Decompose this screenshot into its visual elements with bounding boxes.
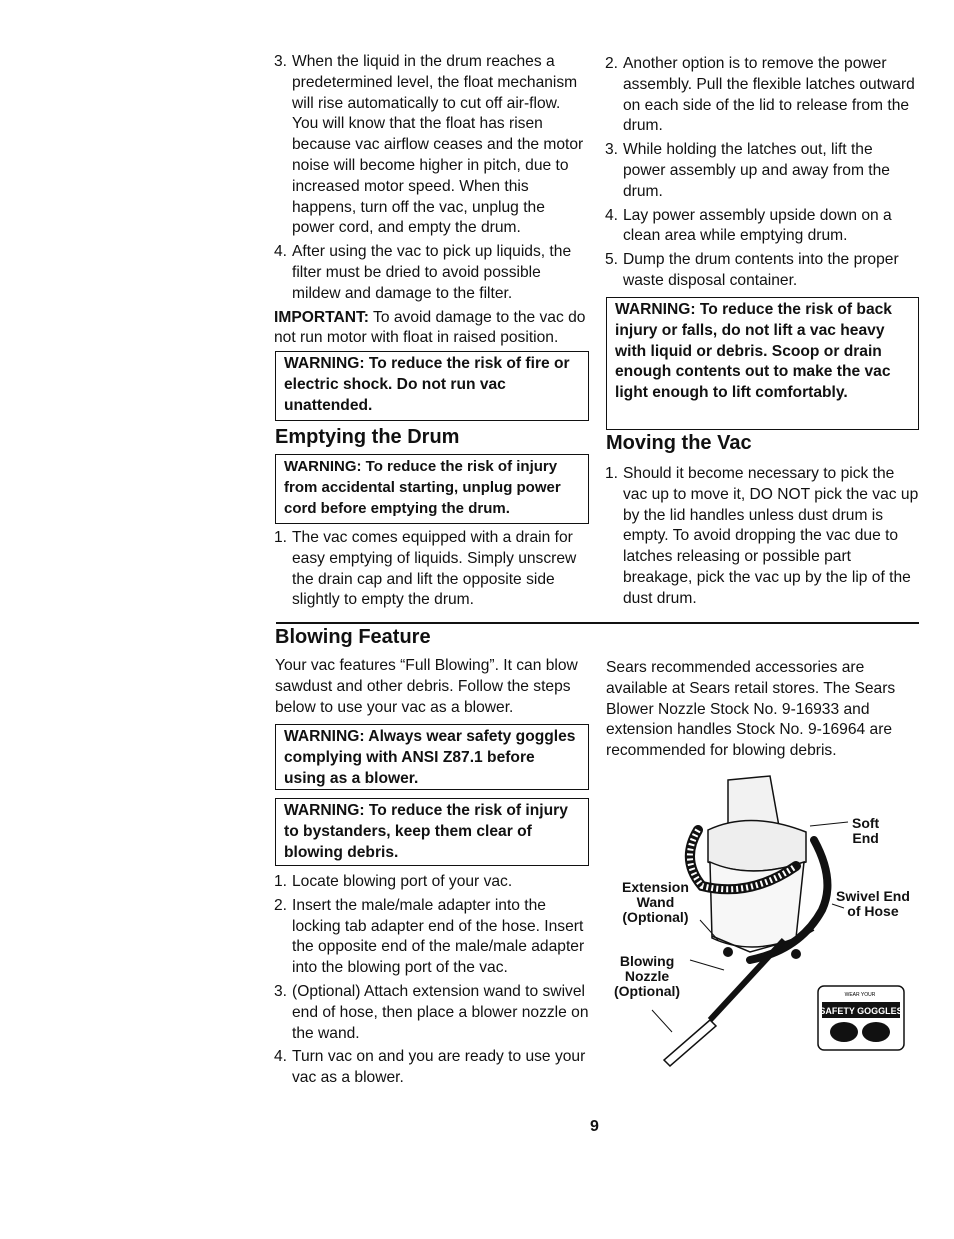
list-item: 4. After using the vac to pick up liquids, the filter must be dried to avoid possible mildew and damage to the filter. [274, 243, 572, 302]
badge-main-text: SAFETY GOGGLES [819, 1006, 903, 1016]
caster-wheel [791, 949, 801, 959]
section-divider [276, 622, 919, 624]
list-item: 3. (Optional) Attach extension wand to swivel end of hose, then place a blower nozzle on the wand. [274, 982, 589, 1042]
moving-list [605, 464, 919, 613]
list-item: 2. Another option is to remove the power assembly. Pull the flexible latches outward on each side of the lid to release from the drum. [605, 55, 915, 135]
label-soft-end: Soft End [852, 815, 880, 846]
accessories-text: Sears recommended accessories are available at Sears retail stores. The Sears Blower Nozzle Stock No. 9-16933 and extension handles Stock No. 9-16964 are recommended for blowing debris. [606, 659, 896, 760]
caster-wheel [723, 947, 733, 957]
list-item: 4. Lay power assembly upside down on a clean area while emptying drum. [605, 206, 892, 245]
list-item: 5. Dump the drum contents into the proper waste disposal container. [605, 251, 899, 289]
blowing-heading: Blowing Feature [275, 626, 431, 648]
warning-back: WARNING: To reduce the risk of back injury or falls, do not lift a vac heavy with liquid or debris. Scoop or drain enough contents out to make the vac light enough to lift comfortably. [606, 297, 919, 430]
emptying-list [274, 528, 590, 614]
blower-nozzle [664, 1020, 716, 1066]
extension-wand [710, 940, 784, 1020]
moving-heading: Moving the Vac [606, 432, 752, 454]
list-item: 1. The vac comes equipped with a drain for easy emptying of liquids. Simply unscrew the drain cap and lift the opposite side slightly to empty the drum. [274, 529, 577, 609]
badge-top-text: WEAR YOUR [844, 992, 876, 998]
warning-bystanders: WARNING: To reduce the risk of injury to bystanders, keep them clear of blowing debris. [275, 798, 589, 866]
left-column-top [274, 52, 590, 349]
warning-goggles: WARNING: Always wear safety goggles complying with ANSI Z87.1 before using as a blower. [275, 724, 589, 790]
list-item: 4. Turn vac on and you are ready to use your vac as a blower. [274, 1048, 586, 1087]
label-extension-wand: Extension Wand (Optional) [622, 879, 689, 925]
label-swivel-end: Swivel End of Hose [836, 888, 910, 919]
warning-injury: WARNING: To reduce the risk of injury from accidental starting, unplug power cord before emptying the drum. [275, 454, 589, 524]
right-column-top [605, 54, 919, 295]
warning-fire: WARNING: To reduce the risk of fire or electric shock. Do not run vac unattended. [275, 351, 589, 421]
page-number: 9 [590, 1118, 599, 1135]
blowing-steps [274, 872, 590, 1092]
list-item: 1. Locate blowing port of your vac. [274, 873, 513, 890]
list-item: 1. Should it become necessary to pick the vac up to move it, DO NOT pick the vac up by the lid handles unless dust drum is empty. To avoid dropping the vac due to latches releasing or possible part breakage, pick the vac up by the lip of the dust drum. [605, 465, 919, 607]
list-item: 3. When the liquid in the drum reaches a predetermined level, the float mechanism will rise automatically to cut off air-flow. You will know that the float has risen because vac airflow ceases and the motor noise will become higher in pitch, due to increased motor speed. When this happens, turn off the vac, unplug the power cord, and empty the drum. [274, 53, 584, 237]
emptying-heading: Emptying the Drum [275, 426, 460, 448]
list-item: 2. Insert the male/male adapter into the locking tab adapter end of the hose. Insert the opposite end of the male/male adapter into the blowing port of the vac. [274, 896, 585, 977]
important-note: IMPORTANT: To avoid damage to the vac do not run motor with float in raised position. [274, 308, 586, 347]
blowing-intro: Your vac features “Full Blowing”. It can blow sawdust and other debris. Follow the steps below to use your vac as a blower. [275, 657, 578, 716]
label-blowing-nozzle: Blowing Nozzle (Optional) [614, 953, 681, 999]
safety-goggles-badge [818, 986, 904, 1050]
list-item: 3. While holding the latches out, lift the power assembly up and away from the drum. [605, 141, 890, 200]
